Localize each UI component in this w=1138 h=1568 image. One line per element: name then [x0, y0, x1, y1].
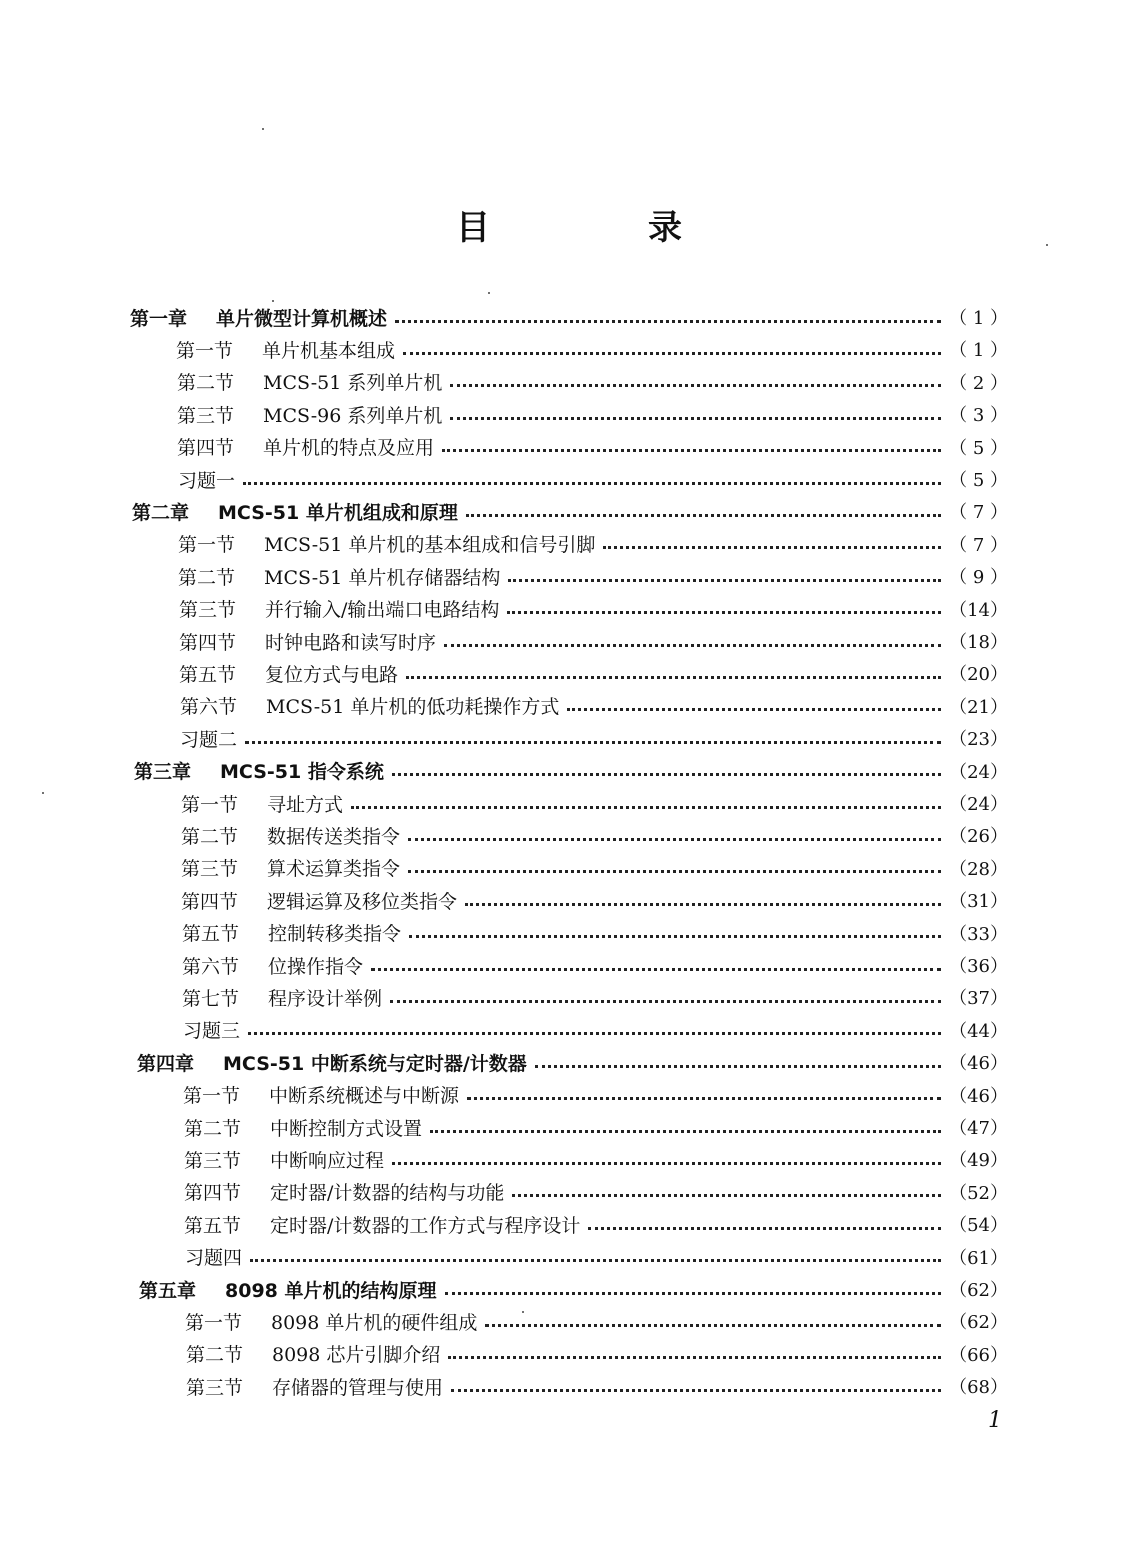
toc-chapter-row — [137, 1048, 1008, 1076]
toc-section-row — [184, 1145, 1008, 1173]
toc-page-reference: （44） — [949, 1020, 1008, 1042]
toc-page-reference: （61） — [949, 1247, 1008, 1269]
toc-page-reference: （ 7 ） — [949, 534, 1008, 556]
toc-entry-number: 第五节 — [184, 1214, 242, 1237]
toc-page-reference: （46） — [949, 1085, 1008, 1107]
toc-page-reference: （ 9 ） — [949, 567, 1008, 589]
toc-section-row — [186, 1340, 1008, 1368]
toc-page-reference: （26） — [949, 826, 1008, 848]
toc-entry-title: 复位方式与电路 — [265, 663, 399, 686]
toc-entry-number: 第二章 — [132, 501, 190, 524]
toc-chapter-row — [130, 303, 1008, 331]
toc-page-reference: （18） — [949, 632, 1008, 653]
toc-entry-number: 第三节 — [179, 599, 237, 622]
dot-leader — [395, 320, 941, 323]
toc-entry-title: 算术运算类指令 — [267, 858, 401, 881]
dot-leader — [409, 935, 941, 938]
toc-page-reference: （62） — [949, 1312, 1008, 1334]
toc-chapter-row — [134, 757, 1008, 785]
toc-exercise-row — [185, 1243, 1008, 1271]
toc-entry-number: 第一节 — [183, 1085, 241, 1108]
toc-entry-number: 第六节 — [182, 955, 240, 978]
toc-page-reference: （62） — [949, 1280, 1008, 1301]
scan-speck — [272, 300, 274, 302]
toc-entry-number: 第三节 — [186, 1376, 244, 1399]
toc-section-row — [178, 530, 1008, 558]
toc-entry-number: 第四节 — [179, 631, 237, 654]
toc-section-row — [180, 692, 1008, 720]
toc-entry-title: MCS-51 中断系统与定时器/计数器 — [223, 1052, 527, 1075]
toc-entry-number: 第四节 — [184, 1182, 242, 1205]
toc-entry-title: 控制转移类指令 — [268, 923, 402, 946]
toc-page-reference: （31） — [949, 891, 1008, 913]
toc-page-reference: （28） — [949, 858, 1008, 880]
dot-leader — [392, 1162, 941, 1165]
toc-page-reference: （21） — [949, 696, 1008, 718]
toc-entry-number: 第五章 — [139, 1279, 197, 1302]
toc-entry-number: 第二节 — [186, 1344, 244, 1367]
toc-page-reference: （47） — [949, 1118, 1008, 1139]
toc-page-reference: （ 1 ） — [949, 340, 1008, 362]
dot-leader — [403, 352, 941, 355]
dot-leader — [408, 838, 941, 841]
dot-leader — [250, 1259, 941, 1262]
toc-exercise-row — [183, 1016, 1008, 1044]
toc-entry-title: 定时器/计数器的结构与功能 — [270, 1182, 505, 1205]
toc-exercise-row — [178, 465, 1008, 493]
dot-leader — [466, 514, 941, 517]
toc-entry-number: 第一节 — [176, 339, 234, 362]
toc-page-reference: （36） — [949, 956, 1008, 977]
toc-page-reference: （66） — [949, 1344, 1008, 1366]
toc-entry-number: 第二节 — [177, 372, 235, 395]
dot-leader — [507, 611, 941, 614]
toc-page-reference: （ 1 ） — [949, 308, 1008, 329]
toc-entry-title: 中断控制方式设置 — [270, 1117, 423, 1140]
toc-entry-number: 第一节 — [181, 793, 239, 816]
toc-entry-title: MCS-51 指令系统 — [220, 761, 384, 784]
toc-entry-number: 第三节 — [177, 404, 235, 427]
toc-section-row — [184, 1178, 1008, 1206]
dot-leader — [371, 968, 941, 971]
scan-speck — [262, 128, 264, 130]
dot-leader — [444, 644, 941, 647]
toc-entry-number: 第五节 — [179, 663, 237, 686]
toc-section-row — [178, 562, 1008, 590]
toc-entry-title: 8098 芯片引脚介绍 — [272, 1344, 441, 1367]
scan-speck — [488, 292, 490, 294]
toc-entry-title: 时钟电路和读写时序 — [265, 631, 437, 654]
toc-page-reference: （24） — [949, 794, 1008, 815]
toc-entry-number: 第三节 — [181, 858, 239, 881]
toc-entry-title: 寻址方式 — [267, 793, 344, 816]
toc-section-row — [186, 1372, 1008, 1400]
toc-entry-number: 第二节 — [178, 566, 236, 589]
toc-exercise-row — [180, 724, 1008, 752]
toc-entry-title: 习题一 — [178, 469, 236, 492]
toc-entry-title: MCS-51 单片机的基本组成和信号引脚 — [264, 534, 596, 557]
toc-section-row — [183, 1081, 1008, 1109]
toc-entry-number: 第四节 — [181, 890, 239, 913]
toc-entry-title: MCS-51 单片机组成和原理 — [218, 501, 458, 524]
page-title: 目 录 — [456, 208, 744, 248]
toc-section-row — [181, 789, 1008, 817]
toc-entry-number: 第六节 — [180, 696, 238, 719]
dot-leader — [451, 1389, 941, 1392]
toc-entry-title: 程序设计举例 — [268, 987, 383, 1010]
toc-page-reference: （ 7 ） — [949, 502, 1008, 524]
dot-leader — [390, 1000, 941, 1003]
toc-chapter-row — [132, 497, 1008, 525]
dot-leader — [245, 741, 941, 744]
toc-page-reference: （14） — [949, 599, 1008, 621]
dot-leader — [508, 579, 941, 582]
dot-leader — [485, 1324, 941, 1327]
toc-section-row — [177, 400, 1008, 428]
toc-section-row — [182, 983, 1008, 1011]
toc-page-reference: （54） — [949, 1215, 1008, 1237]
toc-entry-number: 第七节 — [182, 987, 240, 1010]
dot-leader — [408, 870, 941, 873]
toc-entry-title: 习题三 — [183, 1020, 241, 1043]
dot-leader — [351, 806, 941, 809]
toc-page-reference: （33） — [949, 923, 1008, 945]
dot-leader — [465, 903, 941, 906]
toc-entry-title: MCS-96 系列单片机 — [263, 404, 443, 427]
dot-leader — [392, 773, 941, 776]
dot-leader — [243, 482, 941, 485]
dot-leader — [567, 708, 941, 711]
toc-entry-title: 中断响应过程 — [270, 1149, 385, 1172]
page-number: 1 — [988, 1408, 1002, 1433]
toc-entry-number: 第五节 — [182, 923, 240, 946]
dot-leader — [448, 1356, 941, 1359]
toc-entry-title: 单片微型计算机概述 — [216, 307, 388, 330]
toc-entry-title: 存储器的管理与使用 — [272, 1376, 444, 1399]
toc-entry-number: 第四章 — [137, 1052, 195, 1075]
dot-leader — [442, 449, 941, 452]
toc-section-row — [179, 595, 1008, 623]
dot-leader — [512, 1194, 941, 1197]
toc-section-row — [184, 1210, 1008, 1238]
toc-section-row — [179, 659, 1008, 687]
toc-entry-number: 第一节 — [178, 534, 236, 557]
scan-speck — [42, 792, 44, 794]
toc-page-reference: （68） — [949, 1377, 1008, 1399]
toc-entry-title: 8098 单片机的硬件组成 — [271, 1311, 478, 1334]
toc-entry-title: 数据传送类指令 — [267, 825, 401, 848]
toc-entry-title: 单片机基本组成 — [262, 339, 396, 362]
toc-chapter-row — [139, 1275, 1008, 1303]
toc-entry-title: 单片机的特点及应用 — [263, 437, 435, 460]
scan-speck — [522, 1311, 524, 1313]
toc-section-row — [177, 433, 1008, 461]
toc-section-row — [184, 1113, 1008, 1141]
toc-page-reference: （ 5 ） — [949, 470, 1008, 491]
toc-entry-title: 位操作指令 — [268, 955, 364, 978]
toc-page-reference: （23） — [949, 729, 1008, 751]
toc-section-row — [177, 368, 1008, 396]
dot-leader — [467, 1097, 941, 1100]
toc-section-row — [182, 919, 1008, 947]
dot-leader — [535, 1065, 941, 1068]
dot-leader — [248, 1032, 941, 1035]
toc-entry-title: 8098 单片机的结构原理 — [225, 1279, 437, 1302]
toc-page-reference: （ 5 ） — [949, 437, 1008, 459]
toc-section-row — [179, 627, 1008, 655]
toc-entry-title: 习题四 — [185, 1247, 243, 1270]
toc-section-row — [176, 335, 1008, 363]
dot-leader — [406, 676, 941, 679]
toc-section-row — [181, 821, 1008, 849]
toc-entry-title: 逻辑运算及移位类指令 — [267, 890, 458, 913]
dot-leader — [603, 546, 941, 549]
toc-section-row — [185, 1307, 1008, 1335]
toc-page-reference: （ 2 ） — [949, 372, 1008, 394]
toc-entry-title: MCS-51 系列单片机 — [263, 372, 443, 395]
toc-page-reference: （20） — [949, 664, 1008, 686]
toc-page-reference: （52） — [949, 1182, 1008, 1204]
toc-section-row — [181, 886, 1008, 914]
toc-entry-number: 第二节 — [181, 825, 239, 848]
toc-page-reference: （ 3 ） — [949, 405, 1008, 427]
dot-leader — [445, 1292, 942, 1295]
toc-entry-title: MCS-51 单片机存储器结构 — [264, 566, 501, 589]
toc-entry-number: 第三章 — [134, 761, 192, 784]
toc-section-row — [181, 854, 1008, 882]
toc-entry-title: 习题二 — [180, 728, 238, 751]
dot-leader — [450, 384, 941, 387]
toc-page-reference: （49） — [949, 1150, 1008, 1172]
dot-leader — [450, 417, 941, 420]
toc-entry-title: 定时器/计数器的工作方式与程序设计 — [270, 1214, 581, 1237]
toc-page-reference: （46） — [949, 1053, 1008, 1075]
toc-section-row — [182, 951, 1008, 979]
toc-entry-number: 第二节 — [184, 1117, 242, 1140]
dot-leader — [430, 1130, 941, 1133]
scan-speck — [1046, 244, 1048, 246]
toc-entry-number: 第三节 — [184, 1149, 242, 1172]
toc-entry-number: 第一节 — [185, 1311, 243, 1334]
toc-entry-title: 并行输入/输出端口电路结构 — [265, 599, 500, 622]
toc-entry-number: 第四节 — [177, 437, 235, 460]
dot-leader — [588, 1227, 941, 1230]
toc-entry-number: 第一章 — [130, 307, 188, 330]
toc-entry-title: MCS-51 单片机的低功耗操作方式 — [266, 696, 560, 719]
toc-page-reference: （24） — [949, 761, 1008, 783]
toc-entry-title: 中断系统概述与中断源 — [269, 1085, 460, 1108]
toc-page-reference: （37） — [949, 988, 1008, 1010]
